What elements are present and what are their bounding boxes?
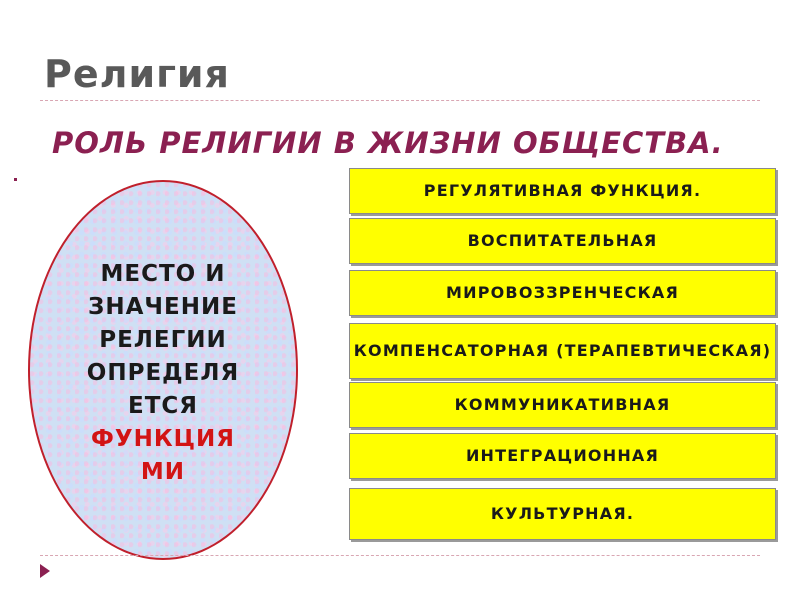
- top-divider: [40, 100, 760, 101]
- bullet-dot: [14, 178, 17, 181]
- oval-text: [58, 258, 268, 489]
- function-box-communicative: КОММУНИКАТИВНАЯ: [349, 382, 776, 428]
- function-box-integrative: ИНТЕГРАЦИОННАЯ: [349, 433, 776, 479]
- oval-accent-line: ФУНКЦИЯ: [91, 426, 235, 452]
- oval-line: МЕСТО И: [100, 261, 226, 287]
- slide-subtitle: РОЛЬ РЕЛИГИИ В ЖИЗНИ ОБЩЕСТВА.: [52, 126, 724, 160]
- function-box-regulatory: РЕГУЛЯТИВНАЯ ФУНКЦИЯ.: [349, 168, 776, 214]
- function-box-cultural: КУЛЬТУРНАЯ.: [349, 488, 776, 540]
- function-box-educational: ВОСПИТАТЕЛЬНАЯ: [349, 218, 776, 264]
- play-arrow-icon[interactable]: [40, 564, 50, 578]
- oval-accent-line: МИ: [140, 459, 186, 485]
- oval-line: ЕТСЯ: [128, 393, 198, 419]
- oval-line: ОПРЕДЕЛЯ: [86, 360, 240, 386]
- oval-line: РЕЛЕГИИ: [99, 327, 227, 353]
- function-box-compensatory: КОМПЕНСАТОРНАЯ (ТЕРАПЕВТИЧЕСКАЯ): [349, 323, 776, 379]
- slide-title: Религия: [44, 52, 230, 96]
- oval-line: ЗНАЧЕНИЕ: [88, 294, 238, 320]
- bottom-divider: [40, 555, 760, 556]
- function-box-worldview: МИРОВОЗЗРЕНЧЕСКАЯ: [349, 270, 776, 316]
